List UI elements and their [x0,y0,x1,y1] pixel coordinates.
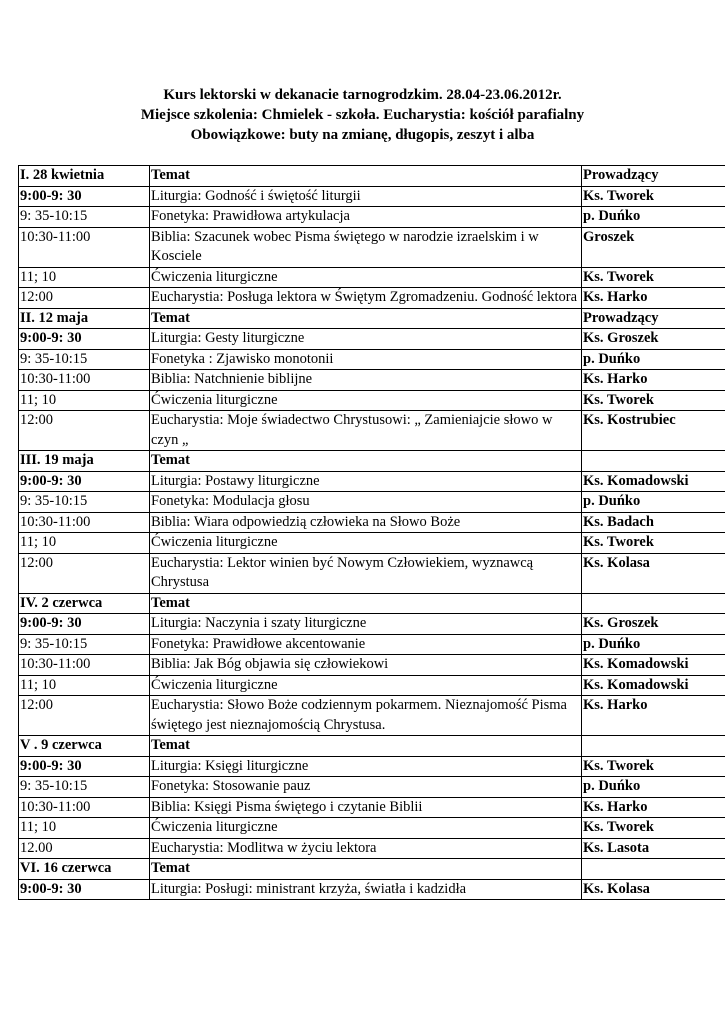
session-time: III. 19 maja [19,451,150,472]
session-leader: Prowadzący [582,308,725,329]
session-leader [582,451,725,472]
table-row [19,777,725,798]
session-time: 9:00-9: 30 [19,329,150,350]
session-time: VI. 16 czerwca [19,859,150,880]
session-time: 11; 10 [19,818,150,839]
session-leader: Ks. Tworek [582,533,725,554]
session-topic: Fonetyka: Prawidłowa artykulacja [150,207,582,228]
session-leader: Ks. Tworek [582,267,725,288]
table-row [19,533,725,554]
session-time: 12:00 [19,553,150,593]
session-topic: Fonetyka: Stosowanie pauz [150,777,582,798]
table-row [19,838,725,859]
session-leader: Ks. Komadowski [582,471,725,492]
session-leader: Ks. Tworek [582,818,725,839]
document-header [0,85,725,145]
session-time: 9: 35-10:15 [19,349,150,370]
session-topic: Fonetyka : Zjawisko monotonii [150,349,582,370]
session-time: 10:30-11:00 [19,227,150,267]
session-leader: Ks. Kolasa [582,879,725,900]
table-row [19,166,725,187]
table-row [19,390,725,411]
session-time: 12:00 [19,288,150,309]
table-row [19,818,725,839]
session-topic: Liturgia: Naczynia i szaty liturgiczne [150,614,582,635]
session-time: 10:30-11:00 [19,655,150,676]
session-topic: Temat [150,166,582,187]
session-leader: Prowadzący [582,166,725,187]
session-time: 9:00-9: 30 [19,756,150,777]
session-leader [582,736,725,757]
session-leader: p. Duńko [582,207,725,228]
table-row [19,736,725,757]
session-leader: p. Duńko [582,634,725,655]
table-row [19,675,725,696]
schedule-table [18,165,725,900]
session-leader: Ks. Kostrubiec [582,411,725,451]
session-topic: Temat [150,736,582,757]
session-topic: Temat [150,593,582,614]
session-leader [582,859,725,880]
session-leader: Ks. Tworek [582,186,725,207]
session-topic: Ćwiczenia liturgiczne [150,390,582,411]
session-time: 9: 35-10:15 [19,492,150,513]
session-time: 11; 10 [19,267,150,288]
table-row [19,634,725,655]
session-topic: Liturgia: Księgi liturgiczne [150,756,582,777]
course-title: Kurs lektorski w dekanacie tarnogrodzkim. 28.04-23.06.2012r. [163,87,562,103]
session-leader: p. Duńko [582,777,725,798]
session-topic: Ćwiczenia liturgiczne [150,267,582,288]
session-leader: p. Duńko [582,492,725,513]
session-leader: Ks. Badach [582,512,725,533]
table-row [19,614,725,635]
session-time: V . 9 czerwca [19,736,150,757]
session-topic: Biblia: Księgi Pisma świętego i czytanie Biblii [150,797,582,818]
session-leader: Ks. Komadowski [582,655,725,676]
table-row [19,451,725,472]
session-topic: Biblia: Szacunek wobec Pisma świętego w narodzie izraelskim i w Kosciele [150,227,582,267]
table-row [19,553,725,593]
session-leader: Ks. Harko [582,370,725,391]
session-leader: Ks. Harko [582,797,725,818]
table-row [19,797,725,818]
session-topic: Temat [150,859,582,880]
location-line: Miejsce szkolenia: Chmielek - szkoła. Eucharystia: kościół parafialny [140,107,585,123]
session-topic: Fonetyka: Prawidłowe akcentowanie [150,634,582,655]
table-row [19,879,725,900]
session-topic: Liturgia: Gesty liturgiczne [150,329,582,350]
session-leader: Ks. Lasota [582,838,725,859]
table-row [19,859,725,880]
table-row [19,329,725,350]
session-leader: Groszek [582,227,725,267]
table-row [19,349,725,370]
table-row [19,207,725,228]
table-row [19,492,725,513]
session-time: 9:00-9: 30 [19,471,150,492]
session-time: 12:00 [19,696,150,736]
session-topic: Biblia: Natchnienie biblijne [150,370,582,391]
session-topic: Eucharystia: Modlitwa w życiu lektora [150,838,582,859]
session-leader: Ks. Komadowski [582,675,725,696]
session-time: 9: 35-10:15 [19,777,150,798]
table-row [19,227,725,267]
session-time: 9:00-9: 30 [19,614,150,635]
session-topic: Eucharystia: Lektor winien być Nowym Człowiekiem, wyznawcą Chrystusa [150,553,582,593]
session-time: 11; 10 [19,390,150,411]
session-topic: Ćwiczenia liturgiczne [150,533,582,554]
session-leader: Ks. Harko [582,288,725,309]
session-topic: Ćwiczenia liturgiczne [150,675,582,696]
schedule-body [19,166,725,900]
requirements-line: Obowiązkowe: buty na zmianę, długopis, zeszyt i alba [190,127,535,143]
table-row [19,655,725,676]
session-topic: Biblia: Wiara odpowiedzią człowieka na Słowo Boże [150,512,582,533]
session-time: 9: 35-10:15 [19,634,150,655]
session-topic: Temat [150,451,582,472]
session-time: 9:00-9: 30 [19,879,150,900]
session-topic: Liturgia: Posługi: ministrant krzyża, światła i kadzidła [150,879,582,900]
session-topic: Eucharystia: Moje świadectwo Chrystusowi: „ Zamieniajcie słowo w czyn „ [150,411,582,451]
table-row [19,756,725,777]
session-topic: Liturgia: Postawy liturgiczne [150,471,582,492]
session-leader: p. Duńko [582,349,725,370]
session-topic: Eucharystia: Słowo Boże codziennym pokarmem. Nieznajomość Pisma świętego jest nieznajomością Chrystusa. [150,696,582,736]
session-leader: Ks. Groszek [582,614,725,635]
table-row [19,593,725,614]
session-time: 10:30-11:00 [19,512,150,533]
table-row [19,186,725,207]
session-leader: Ks. Groszek [582,329,725,350]
session-time: I. 28 kwietnia [19,166,150,187]
session-topic: Eucharystia: Posługa lektora w Świętym Zgromadzeniu. Godność lektora [150,288,582,309]
session-leader [582,593,725,614]
session-time: 10:30-11:00 [19,370,150,391]
table-row [19,267,725,288]
session-time: II. 12 maja [19,308,150,329]
session-time: IV. 2 czerwca [19,593,150,614]
session-topic: Fonetyka: Modulacja głosu [150,492,582,513]
session-time: 9: 35-10:15 [19,207,150,228]
session-topic: Biblia: Jak Bóg objawia się człowiekowi [150,655,582,676]
table-row [19,471,725,492]
session-topic: Temat [150,308,582,329]
session-time: 9:00-9: 30 [19,186,150,207]
session-leader: Ks. Tworek [582,756,725,777]
session-leader: Ks. Kolasa [582,553,725,593]
table-row [19,512,725,533]
table-row [19,308,725,329]
table-row [19,288,725,309]
table-row [19,696,725,736]
session-topic: Liturgia: Godność i świętość liturgii [150,186,582,207]
session-time: 12.00 [19,838,150,859]
session-time: 11; 10 [19,675,150,696]
session-leader: Ks. Harko [582,696,725,736]
table-row [19,411,725,451]
session-time: 11; 10 [19,533,150,554]
session-leader: Ks. Tworek [582,390,725,411]
session-time: 10:30-11:00 [19,797,150,818]
session-time: 12:00 [19,411,150,451]
session-topic: Ćwiczenia liturgiczne [150,818,582,839]
table-row [19,370,725,391]
